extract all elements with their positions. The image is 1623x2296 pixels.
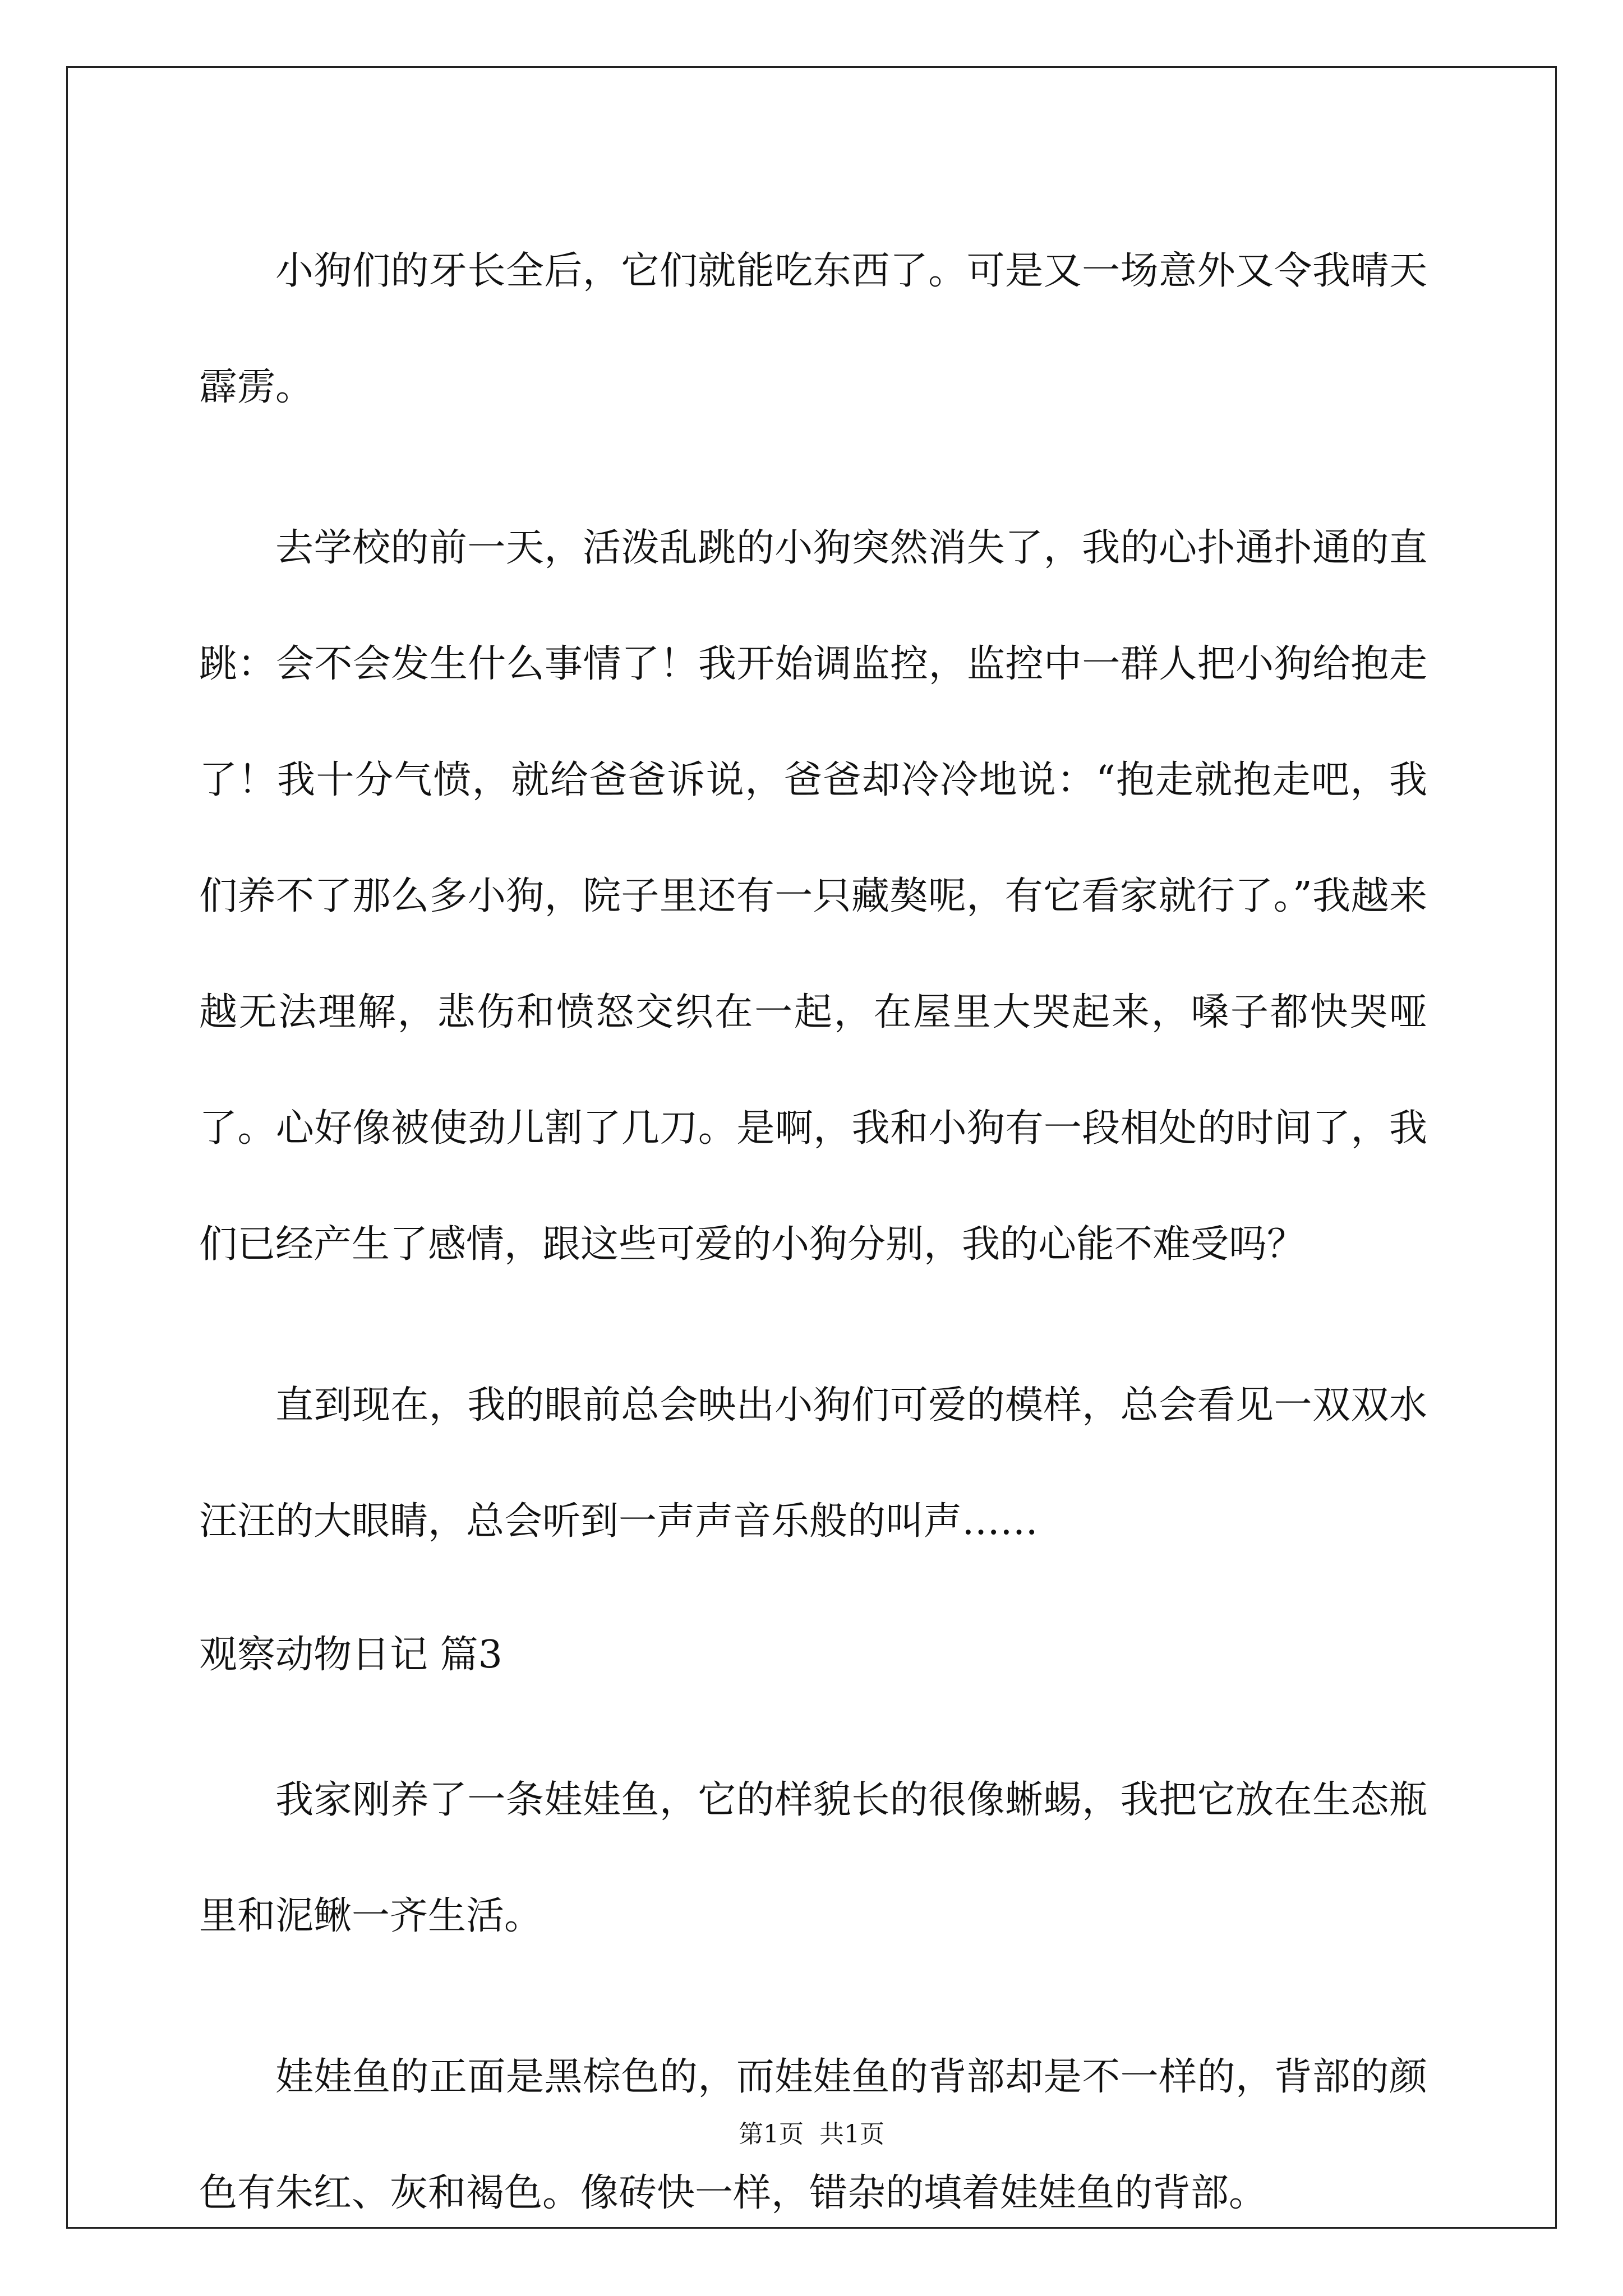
paragraph: 小狗们的牙长全后，它们就能吃东西了。可是又一场意外又令我晴天霹雳。: [199, 249, 1427, 409]
paragraph: 去学校的前一天，活泼乱跳的小狗突然消失了，我的心扑通扑通的直跳：会不会发生什么事情了！我开始调监控，监控中一群人把小狗给抱走了！我十分气愤，就给爸爸诉说，爸爸却冷冷地说：“抱走就抱走吧，我们养不了那么多小狗，院子里还有一只藏獒呢，有它看家就行了。”我越来越无法理解，悲伤和愤怒交织在一起，在屋里大哭起来，嗓子都快哭哑了。心好像被使劲儿割了几刀。是啊，我和小狗有一段相处的时间了，我们已经产生了感情，跟这些可爱的小狗分别，我的心能不难受吗？: [199, 526, 1427, 1267]
paragraph: 娃娃鱼的正面是黑棕色的，而娃娃鱼的背部却是不一样的，背部的颜色有朱红、灰和褐色。像砖快一样，错杂的填着娃娃鱼的背部。: [199, 2055, 1427, 2215]
page-footer: [0, 2114, 1623, 2150]
document-body: [199, 213, 1427, 2296]
paragraph: 我家刚养了一条娃娃鱼，它的样貌长的很像蜥蜴，我把它放在生态瓶里和泥鳅一齐生活。: [199, 1778, 1427, 1938]
paragraph: 直到现在，我的眼前总会映出小狗们可爱的模样，总会看见一双双水汪汪的大眼睛，总会听到一声声音乐般的叫声……: [199, 1383, 1427, 1544]
page-number-label: 第1页 共1页: [739, 2120, 884, 2149]
section-heading: 观察动物日记 篇3: [199, 1633, 502, 1677]
